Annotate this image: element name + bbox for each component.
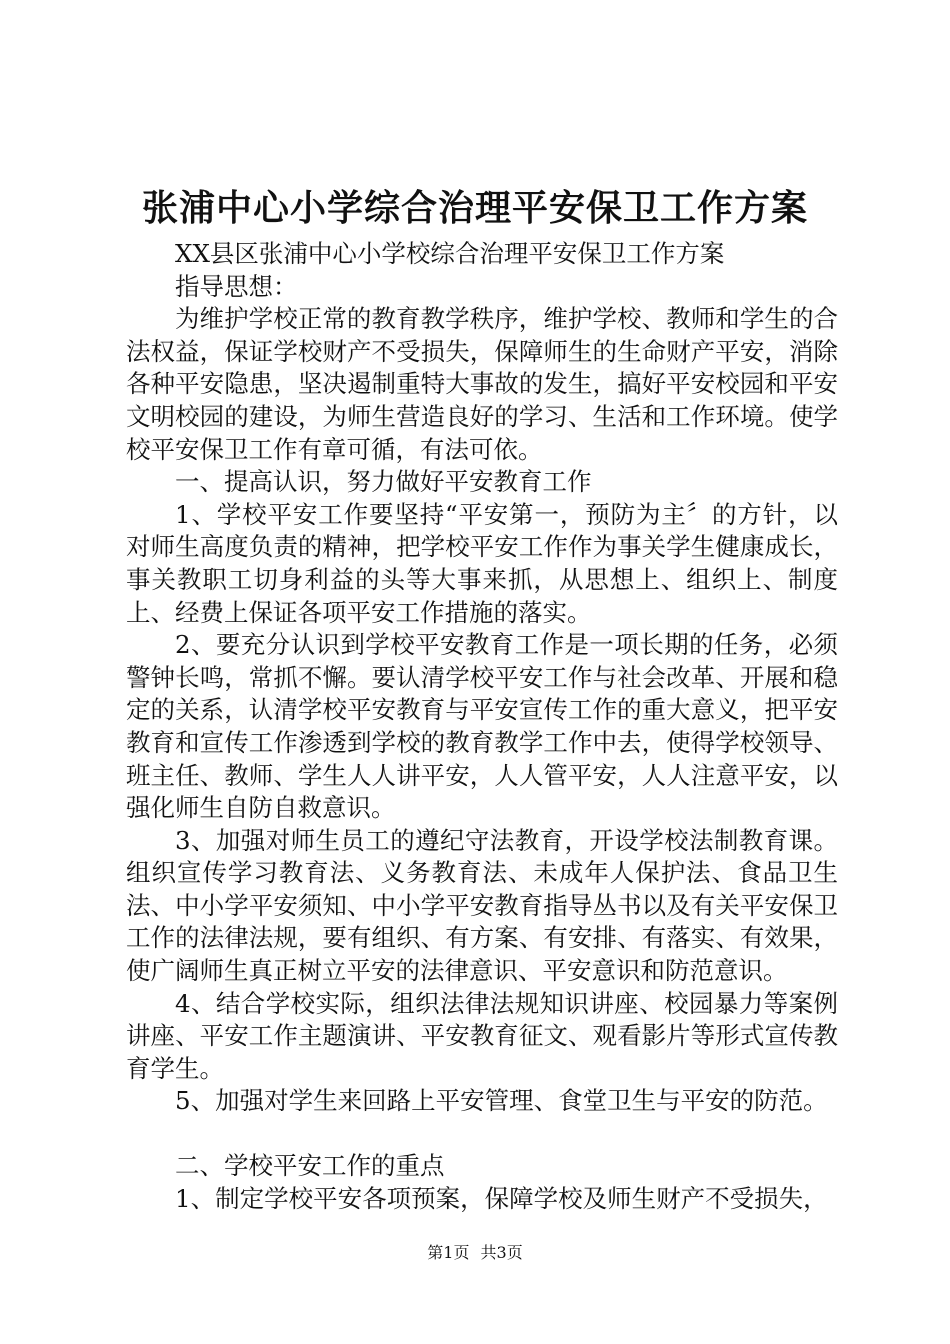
section-heading: 一、提高认识，努力做好平安教育工作 [175,467,592,497]
page-total: 共3页 [480,1243,523,1262]
body-paragraph: 为维护学校正常的教育教学秩序，维护学校、教师和学生的合法权益，保证学校财产不受损失，保障师生的生命财产平安，消除各种平安隐患，坚决遏制重特大事故的发生，搞好平安校园和平安文明校园的建设，为师生营造良好的学习、生活和工作环境。使学校平安保卫工作有章可循，有法可依。 [126,304,838,464]
body-paragraph: 3、加强对师生员工的遵纪守法教育，开设学校法制教育课。组织宣传学习教育法、义务教育法、未成年人保护法、食品卫生法、中小学平安须知、中小学平安教育指导丛书以及有关平安保卫工作的法律法规，要有组织、有方案、有安排、有落实、有效果，使广阔师生真正树立平安的法律意识、平安意识和防范意识。 [126,825,838,986]
body-paragraph: 2、要充分认识到学校平安教育工作是一项长期的任务，必须警钟长鸣，常抓不懈。要认清学校平安工作与社会改革、开展和稳定的关系，认清学校平安教育与平安宣传工作的重大意义，把平安教育和宣传工作渗透到学校的教育教学工作中去，使得学校领导、班主任、教师、学生人人讲平安，人人管平安，人人注意平安，以强化师生自防自救意识。 [126,630,838,823]
section-heading: 二、学校平安工作的重点 [175,1151,445,1181]
section-heading: 指导思想： [175,271,298,301]
body-paragraph: 1、制定学校平安各项预案，保障学校及师生财产不受损失， [175,1183,828,1213]
body-paragraph: 1、学校平安工作要坚持“平安第一，预防为主〞的方针，以对师生高度负责的精神，把学校平安工作作为事关学生健康成长，事关教职工切身利益的头等大事来抓，从思想上、组织上、制度上、经费上保证各项平安工作措施的落实。 [126,499,838,627]
document-body [126,238,838,1215]
body-paragraph: 4、结合学校实际，组织法律法规知识讲座、校园暴力等案例讲座、平安工作主题演讲、平安教育征文、观看影片等形式宣传教育学生。 [126,988,838,1083]
page-number: 第1页 [427,1243,470,1262]
document-title: 张浦中心小学综合治理平安保卫工作方案 [141,188,808,229]
body-paragraph: 5、加强对学生来回路上平安管理、食堂卫生与平安的防范。 [175,1086,828,1116]
page-footer [0,1243,950,1263]
subtitle-paragraph: XX县区张浦中心小学校综合治理平安保卫工作方案 [175,239,725,268]
